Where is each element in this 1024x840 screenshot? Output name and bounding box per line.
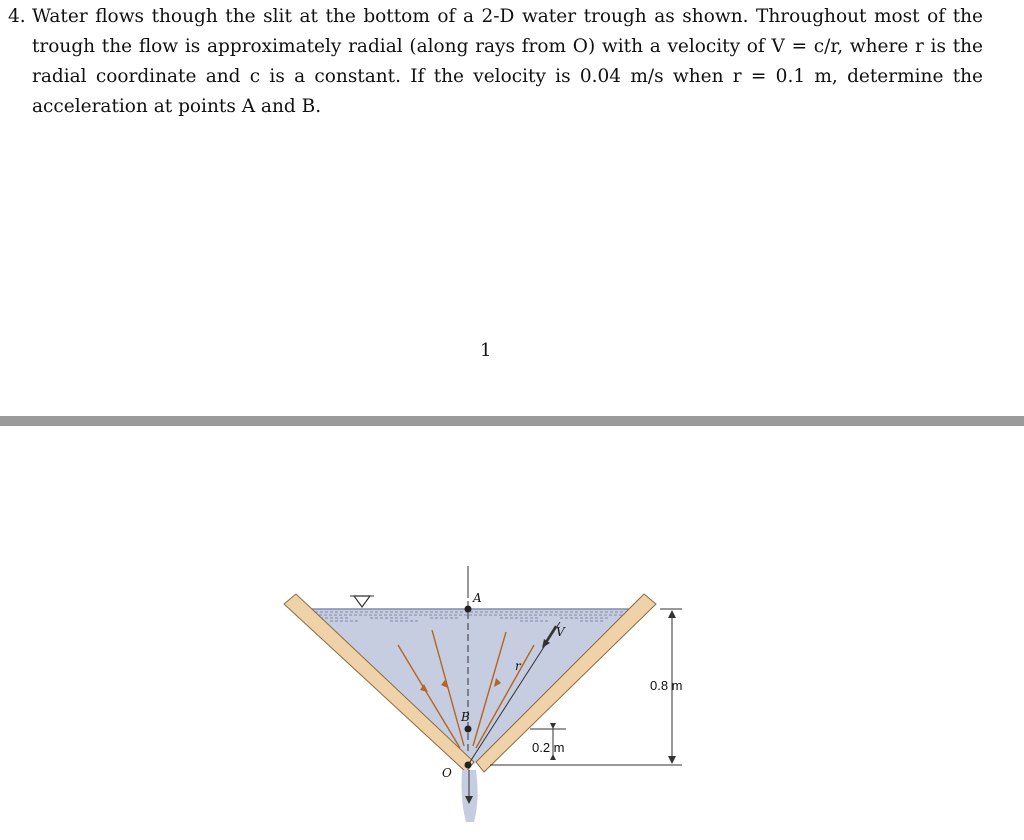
- free-surface-symbol: [354, 596, 370, 607]
- label-height: 0.8 m: [650, 678, 683, 693]
- label-V: V: [556, 625, 565, 639]
- point-A: [465, 606, 472, 613]
- problem-text: Water flows though the slit at the bottom of a 2-D water trough as shown. Throughout most of the trough the flow is approximately radial (along rays from O) with a velocity of V = c/r, where r is the radial coordinate and c is a constant. If the velocity is 0.04 m/s when r = 0.1 m, determine the acceleration at points A and B.: [32, 6, 983, 117]
- water-region: [306, 609, 634, 764]
- point-O: [465, 762, 472, 769]
- trough-figure: [270, 560, 710, 830]
- problem-number: 4.: [8, 6, 26, 27]
- page-break-divider: [0, 416, 1024, 426]
- label-O: O: [442, 766, 452, 780]
- label-dim-B: 0.2 m: [532, 740, 565, 755]
- label-r: r: [515, 659, 521, 673]
- trough-diagram: [270, 560, 710, 830]
- point-B: [465, 726, 472, 733]
- label-A: A: [473, 591, 482, 605]
- label-B: B: [461, 710, 470, 724]
- problem-statement: [8, 2, 983, 122]
- page-number: 1: [480, 340, 492, 361]
